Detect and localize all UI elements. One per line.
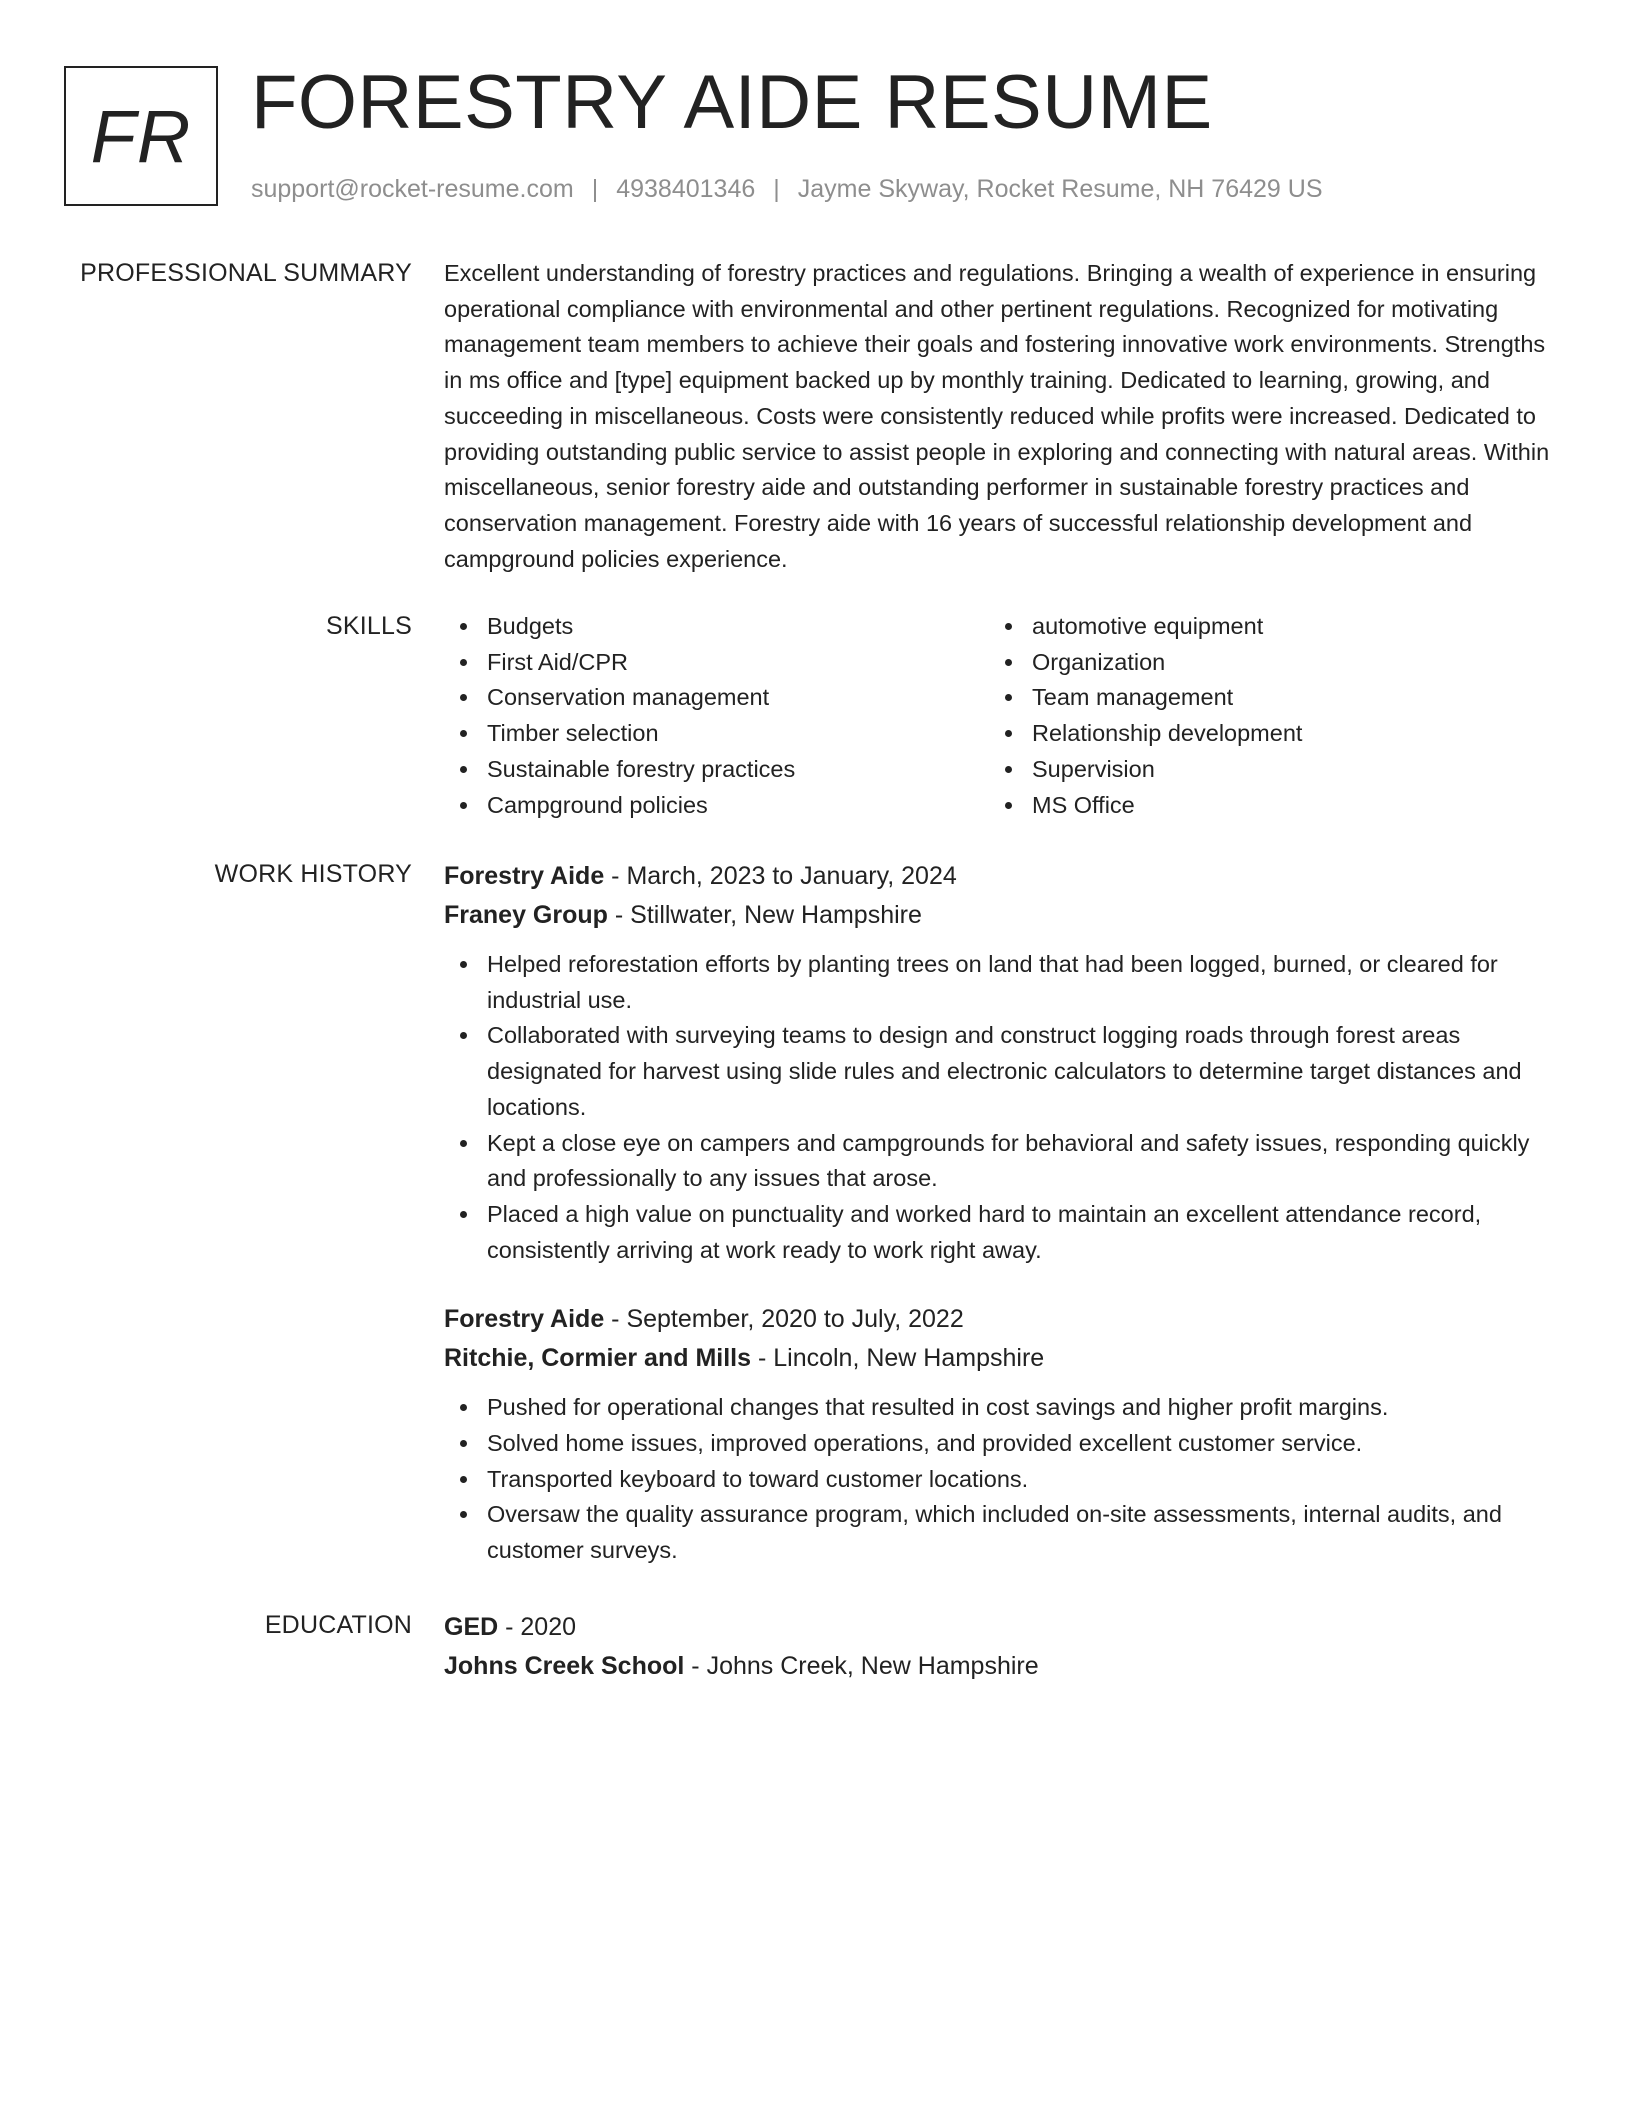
company-location: - Lincoln, New Hampshire xyxy=(751,1344,1045,1373)
skill-item: First Aid/CPR xyxy=(444,645,989,681)
phone-number: 4938401346 xyxy=(616,175,756,203)
separator: | xyxy=(773,175,780,203)
job-bullet: Placed a high value on punctuality and worked hard to maintain an excellent attendance record, consistently arriving at work ready to work right away. xyxy=(444,1197,1556,1268)
skills-column-right xyxy=(989,609,1534,823)
skill-item: Timber selection xyxy=(444,716,989,752)
skills-grid xyxy=(444,609,1556,823)
resume-title: FORESTRY AIDE RESUME xyxy=(251,60,1213,145)
skill-item: Supervision xyxy=(989,752,1534,788)
job-bullets xyxy=(444,947,1556,1268)
monogram-badge: FR xyxy=(64,66,218,206)
skill-item: Team management xyxy=(989,680,1534,716)
skill-item: Budgets xyxy=(444,609,989,645)
summary-text: Excellent understanding of forestry practices and regulations. Bringing a wealth of experience in ensuring operational compliance with environmental and other pertinent regulations. Recognized for motivating management team members to achieve their goals and fostering innovative work environments. Strengths in ms office and [type] equipment backed up by monthly training. Dedicated to learning, growing, and succeeding in miscellaneous. Costs were consistently reduced while profits were increased. Dedicated to providing outstanding public service to assist people in exploring and connecting with natural areas. Within miscellaneous, senior forestry aide and outstanding performer in sustainable forestry practices and conservation management. Forestry aide with 16 years of successful relationship development and campground policies experience. xyxy=(444,260,1550,572)
job-title: Forestry Aide xyxy=(444,1305,605,1334)
job-entry xyxy=(444,1300,1556,1569)
company-name: Ritchie, Cormier and Mills xyxy=(444,1344,752,1373)
section-heading-education: EDUCATION xyxy=(264,1611,412,1639)
contact-line xyxy=(251,172,1323,206)
job-title-line xyxy=(444,1300,1556,1339)
degree-year: - 2020 xyxy=(498,1613,577,1641)
job-company-line xyxy=(444,1339,1556,1378)
job-bullet: Helped reforestation efforts by planting trees on land that had been logged, burned, or cleared for industrial use. xyxy=(444,947,1556,1018)
job-title-line xyxy=(444,857,1556,896)
section-heading-work-history: WORK HISTORY xyxy=(214,860,412,888)
skill-item: Organization xyxy=(989,645,1534,681)
skill-item: Sustainable forestry practices xyxy=(444,752,989,788)
job-dates: - September, 2020 to July, 2022 xyxy=(604,1305,964,1334)
work-history-body xyxy=(444,857,1556,1569)
job-entry xyxy=(444,857,1556,1268)
job-title: Forestry Aide xyxy=(444,862,605,890)
degree-line xyxy=(444,1608,1556,1647)
degree-name: GED xyxy=(444,1613,499,1641)
skills-column-left xyxy=(444,609,989,823)
separator: | xyxy=(591,175,599,203)
skill-item: Campground policies xyxy=(444,788,989,824)
summary-body xyxy=(444,256,1556,577)
job-bullet: Pushed for operational changes that resulted in cost savings and higher profit margins. xyxy=(444,1390,1556,1426)
email-address: support@rocket-resume.com xyxy=(251,175,574,203)
job-bullet: Solved home issues, improved operations, and provided excellent customer service. xyxy=(444,1426,1556,1462)
school-line xyxy=(444,1647,1556,1686)
job-bullet: Collaborated with surveying teams to design and construct logging roads through forest areas designated for harvest using slide rules and electronic calculators to determine target distances and locations. xyxy=(444,1018,1556,1125)
company-location: - Stillwater, New Hampshire xyxy=(607,901,922,929)
company-name: Franey Group xyxy=(444,901,608,929)
job-dates: - March, 2023 to January, 2024 xyxy=(604,862,957,890)
school-location: - Johns Creek, New Hampshire xyxy=(684,1652,1039,1680)
job-bullet: Kept a close eye on campers and campgrounds for behavioral and safety issues, responding quickly and professionally to any issues that arose. xyxy=(444,1126,1556,1197)
skill-item: Relationship development xyxy=(989,716,1534,752)
address: Jayme Skyway, Rocket Resume, NH 76429 US xyxy=(797,175,1323,203)
skills-body xyxy=(444,609,1556,823)
skill-item: MS Office xyxy=(989,788,1534,824)
skill-item: Conservation management xyxy=(444,680,989,716)
education-body xyxy=(444,1608,1556,1686)
school-name: Johns Creek School xyxy=(444,1652,685,1680)
skill-item: automotive equipment xyxy=(989,609,1534,645)
job-bullets xyxy=(444,1390,1556,1569)
job-bullet: Transported keyboard to toward customer locations. xyxy=(444,1462,1556,1498)
section-heading-summary: PROFESSIONAL SUMMARY xyxy=(80,259,412,287)
job-company-line xyxy=(444,896,1556,935)
section-heading-skills: SKILLS xyxy=(326,612,412,640)
job-bullet: Oversaw the quality assurance program, which included on-site assessments, internal audits, and customer surveys. xyxy=(444,1497,1556,1568)
